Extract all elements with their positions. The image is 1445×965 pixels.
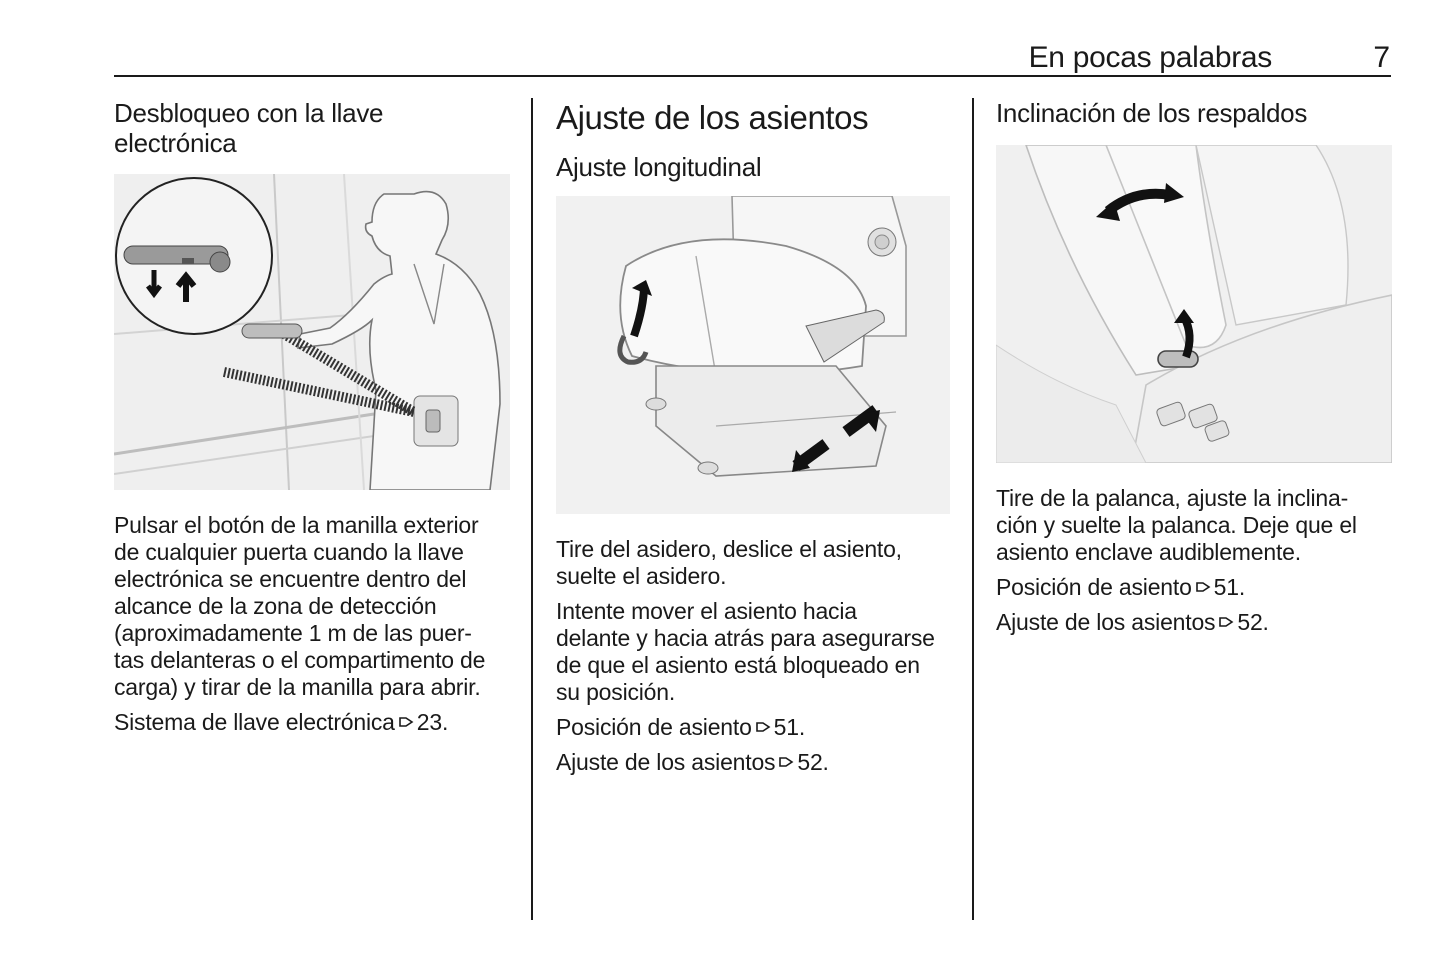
seatback-recline-illustration [996, 145, 1392, 463]
page-reference-arrow-icon [1195, 579, 1211, 595]
cross-reference-text: Posición de asiento [556, 714, 752, 740]
text-line: suelte el asidero. [556, 563, 727, 589]
text-line: Tire del asidero, deslice el asiento, [556, 536, 902, 562]
cross-reference-seat-adjustment[interactable] [556, 749, 952, 776]
heading-line: electrónica [114, 128, 237, 158]
page-reference-arrow-icon [755, 719, 771, 735]
cross-reference-text: Sistema de llave electrónica [114, 709, 395, 735]
text-line: tas delanteras o el compartimento de [114, 647, 486, 673]
keyless-entry-illustration [114, 174, 510, 490]
cross-reference-seat-position[interactable] [996, 574, 1392, 601]
text-line: Pulsar el botón de la manilla exterior [114, 512, 479, 538]
column-divider-1 [531, 98, 533, 920]
section-title-seat-adjustment: Ajuste de los asientos [556, 99, 869, 136]
page-reference-arrow-icon [398, 714, 414, 730]
seat-longitudinal-illustration [556, 196, 950, 514]
page-number: 7 [1373, 41, 1390, 74]
text-line: delante y hacia atrás para asegurarse [556, 625, 935, 651]
cross-reference-text: Ajuste de los asientos [556, 749, 776, 775]
text-line: Tire de la palanca, ajuste la inclina- [996, 485, 1349, 511]
cross-reference-page: 51. [1213, 574, 1246, 600]
text-line: carga) y tirar de la manilla para abrir. [114, 674, 481, 700]
section-heading-keyless-unlock [114, 98, 510, 158]
paragraph-recline-instructions [996, 485, 1392, 566]
cross-reference-page: 52. [1237, 609, 1269, 635]
text-line: ción y suelte la palanca. Deje que el [996, 512, 1357, 538]
cross-reference-page: 52. [797, 749, 829, 775]
text-line: de cualquier puerta cuando la llave [114, 539, 464, 565]
text-line: (aproximadamente 1 m de las puer- [114, 620, 472, 646]
cross-reference-page: 51. [773, 714, 806, 740]
header-rule [114, 75, 1391, 77]
text-line: su posición. [556, 679, 676, 705]
text-line: de que el asiento está bloqueado en [556, 652, 920, 678]
paragraph-keyless-unlock [114, 512, 510, 701]
running-header-title: En pocas palabras [1028, 41, 1272, 74]
text-line: Intente mover el asiento hacia [556, 598, 857, 624]
column-divider-2 [972, 98, 974, 920]
cross-reference-text: Posición de asiento [996, 574, 1192, 600]
column-keyless-unlock [114, 98, 510, 736]
page-reference-arrow-icon [1218, 614, 1234, 630]
section-heading-seatback-recline: Inclinación de los respaldos [996, 98, 1308, 128]
cross-reference-seat-position[interactable] [556, 714, 952, 741]
text-line: asiento enclave audiblemente. [996, 539, 1301, 565]
text-line: electrónica se encuentre dentro del [114, 566, 467, 592]
page-reference-arrow-icon [778, 754, 794, 770]
cross-reference-keyless-system[interactable] [114, 709, 510, 736]
text-line: alcance de la zona de detección [114, 593, 437, 619]
heading-line: Desbloqueo con la llave [114, 98, 384, 128]
paragraph-lock-check [556, 598, 952, 706]
paragraph-slide-instructions [556, 536, 952, 590]
column-seatback-recline [996, 98, 1392, 636]
cross-reference-page: 23. [416, 709, 449, 735]
subsection-heading-longitudinal: Ajuste longitudinal [556, 152, 762, 182]
cross-reference-text: Ajuste de los asientos [996, 609, 1216, 635]
column-seat-adjustment [556, 98, 952, 776]
cross-reference-seat-adjustment[interactable] [996, 609, 1392, 636]
